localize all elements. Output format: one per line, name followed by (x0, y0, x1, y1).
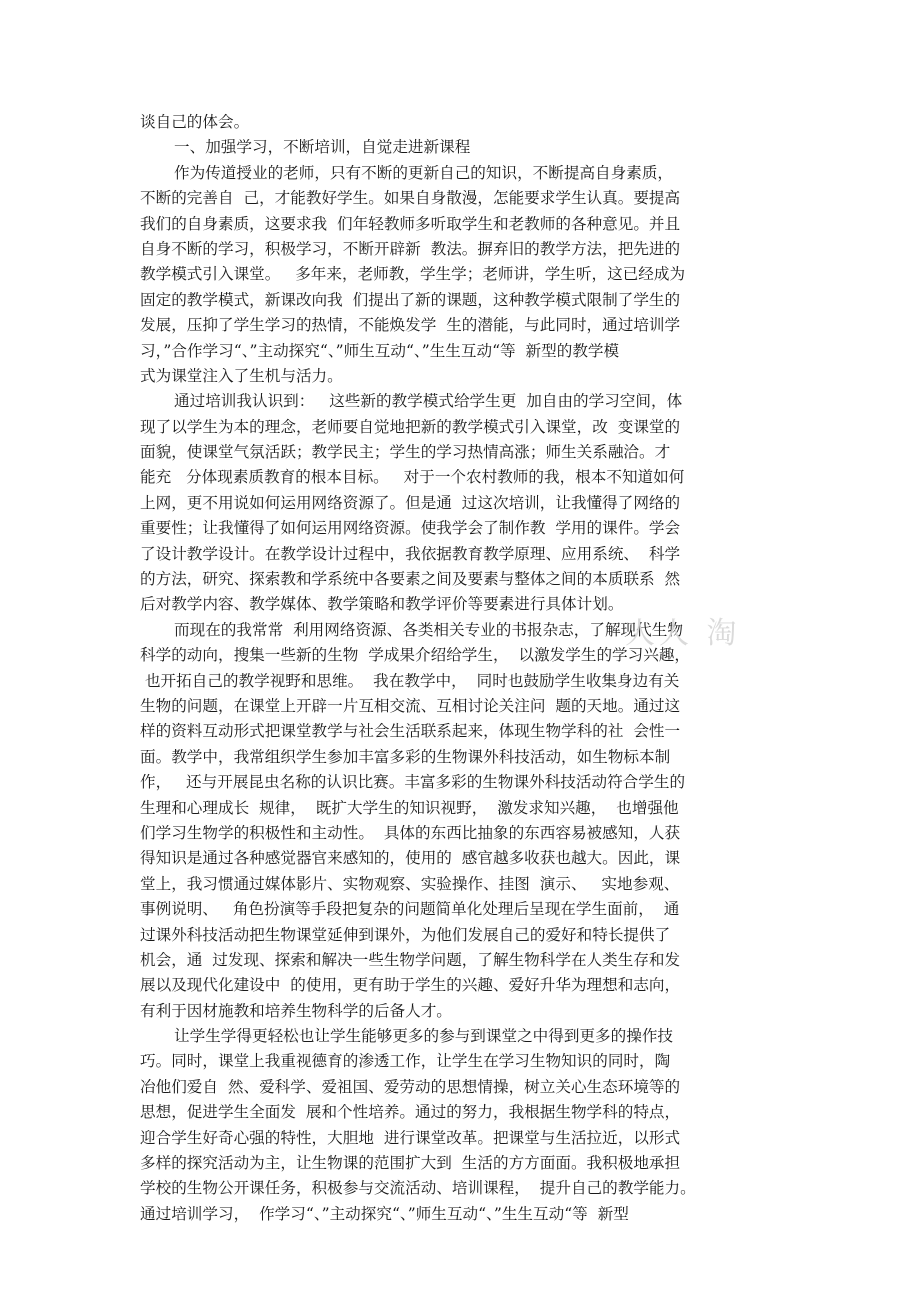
text-line: 固定的教学模式，新课改向我 们提出了新的课题，这种教学模式限制了学生的 (140, 290, 681, 309)
text-line: 作， 还与开展昆虫名称的认识比赛。丰富多彩的生物课外科技活动符合学生的 (140, 773, 686, 792)
text-line: 的方法，研究、探索教和学系统中各要素之间及要素与整体之间的本质联系 然 (140, 570, 681, 589)
text-line: 样的资料互动形式把课堂教学与社会生活联系起来，体现生物学科的社 会性一 (140, 722, 681, 741)
text-line: 教学模式引入课堂。 多年来，老师教，学生学；老师讲，学生听，这已经成为 (140, 265, 686, 284)
text-line: 科学的动向，搜集一些新的生物 学成果介绍给学生， 以激发学生的学习兴趣， (140, 646, 691, 665)
text-line: 多样的探究活动为主，让生物课的范围扩大到 生活的方方面面。我积极地承担 (140, 1154, 681, 1173)
text-line: 通过培训我认识到： 这些新的教学模式给学生更 加自由的学习空间，体 (174, 392, 683, 411)
text-line: 让学生学得更轻松也让学生能够更多的参与到课堂之中得到更多的操作技 (174, 1027, 674, 1046)
watermark: 人人 淘 (625, 616, 741, 651)
text-line: 面貌，使课堂气氛活跃；教学民主；学生的学习热情高涨；师生关系融洽。才 (140, 443, 671, 462)
text-line: 过课外科技活动把生物课堂延伸到课外，为他们发展自己的爱好和特长提供了 (140, 925, 671, 944)
text-line: 通过培训学习， 作学习“、”主动探究“、”师生互动“、”生生互动“等 新型 (140, 1204, 629, 1223)
text-line: 重要性；让我懂得了如何运用网络资源。使我学会了制作教 学用的课件。学会 (140, 519, 681, 538)
text-line: 事例说明、 角色扮演等手段把复杂的问题简单化处理后呈现在学生面前， 通 (140, 900, 680, 919)
text-line: 自身不断的学习，积极学习，不断开辟新 教法。摒弃旧的教学方法，把先进的 (140, 239, 681, 258)
text-line: 得知识是通过各种感觉器官来感知的，使用的 感官越多收获也越大。因此，课 (140, 849, 681, 868)
text-line: 了设计教学设计。在教学设计过程中，我依据教育教学原理、应用系统、 科学 (140, 544, 681, 563)
text-line: 有利于因材施教和培养生物科学的后备人才。 (140, 1001, 452, 1020)
text-line: 迎合学生好奇心强的特性，大胆地 进行课堂改革。把课堂与生活拉近，以形式 (140, 1128, 681, 1147)
text-line: 生理和心理成长 规律， 既扩大学生的知识视野， 激发求知兴趣， 也增强他 (140, 798, 679, 817)
text-line: 发展，压抑了学生学习的热情，不能焕发学 生的潜能，与此同时，通过培训学 (140, 316, 681, 335)
text-line: 们学习生物学的积极性和主动性。 具体的东西比抽象的东西容易被感知，人获 (140, 823, 681, 842)
text-line: 我们的自身素质，这要求我 们年轻教师多听取学生和老教师的各种意见。并且 (140, 214, 681, 233)
text-line: 式为课堂注入了生机与活力。 (140, 366, 343, 385)
text-line: 巧。同时，课堂上我重视德育的渗透工作，让学生在学习生物知识的同时，陶 (140, 1052, 671, 1071)
text-line: 谈自己的体会。 (140, 113, 250, 131)
text-line: 而现在的我常常 利用网络资源、各类相关专业的书报杂志，了解现代生物 (174, 620, 683, 639)
text-line: 不断的完善自 己，才能教好学生。如果自身散漫，怎能要求学生认真。要提高 (140, 189, 681, 208)
text-line: 现了以学生为本的理念，老师要自觉地把新的教学模式引入课堂，改 变课堂的 (140, 417, 681, 436)
text-line: 作为传道授业的老师，只有不断的更新自己的知识，不断提高自身素质， (174, 163, 674, 182)
text-line: 也开拓自己的教学视野和思维。 我在教学中， 同时也鼓励学生收集身边有关 (140, 671, 680, 690)
text-line: 堂上，我习惯通过媒体影片、实物观察、实验操作、挂图 演示、 实地参观、 (140, 874, 680, 893)
text-line: 面。教学中，我常组织学生参加丰富多彩的生物课外科技活动，如生物标本制 (140, 747, 671, 766)
text-line: 展以及现代化建设中 的使用，更有助于学生的兴趣、爱好升华为理想和志向， (140, 976, 681, 995)
document-body (140, 110, 788, 1227)
text-line: 生物的问题，在课堂上开辟一片互相交流、互相讨论关注问 题的天地。通过这 (140, 696, 681, 715)
text-line: 冶他们爱自 然、爱科学、爱祖国、爱劳动的思想情操，树立关心生态环境等的 (140, 1077, 681, 1096)
text-line: 机会，通 过发现、探索和解决一些生物学问题，了解生物科学在人类生存和发 (140, 950, 681, 969)
text-line: 后对教学内容、教学媒体、教学策略和教学评价等要素进行具体计划。 (140, 595, 624, 614)
text-line: 能充 分体现素质教育的根本目标。 对于一个农村教师的我，根本不知道如何 (140, 468, 685, 487)
text-line: 习，”合作学习“、”主动探究“、”师生互动“、”生生互动“等 新型的教学模 (140, 341, 620, 360)
text-line: 学校的生物公开课任务，积极参与交流活动、培训课程， 提升自己的教学能力。 (140, 1179, 696, 1198)
section-heading: 一、加强学习，不断培训，自觉走进新课程 (174, 138, 471, 157)
text-line: 思想，促进学生全面发 展和个性培养。通过的努力，我根据生物学科的特点， (140, 1103, 681, 1122)
text-line: 上网，更不用说如何运用网络资源了。但是通 过这次培训，让我懂得了网络的 (140, 493, 681, 512)
